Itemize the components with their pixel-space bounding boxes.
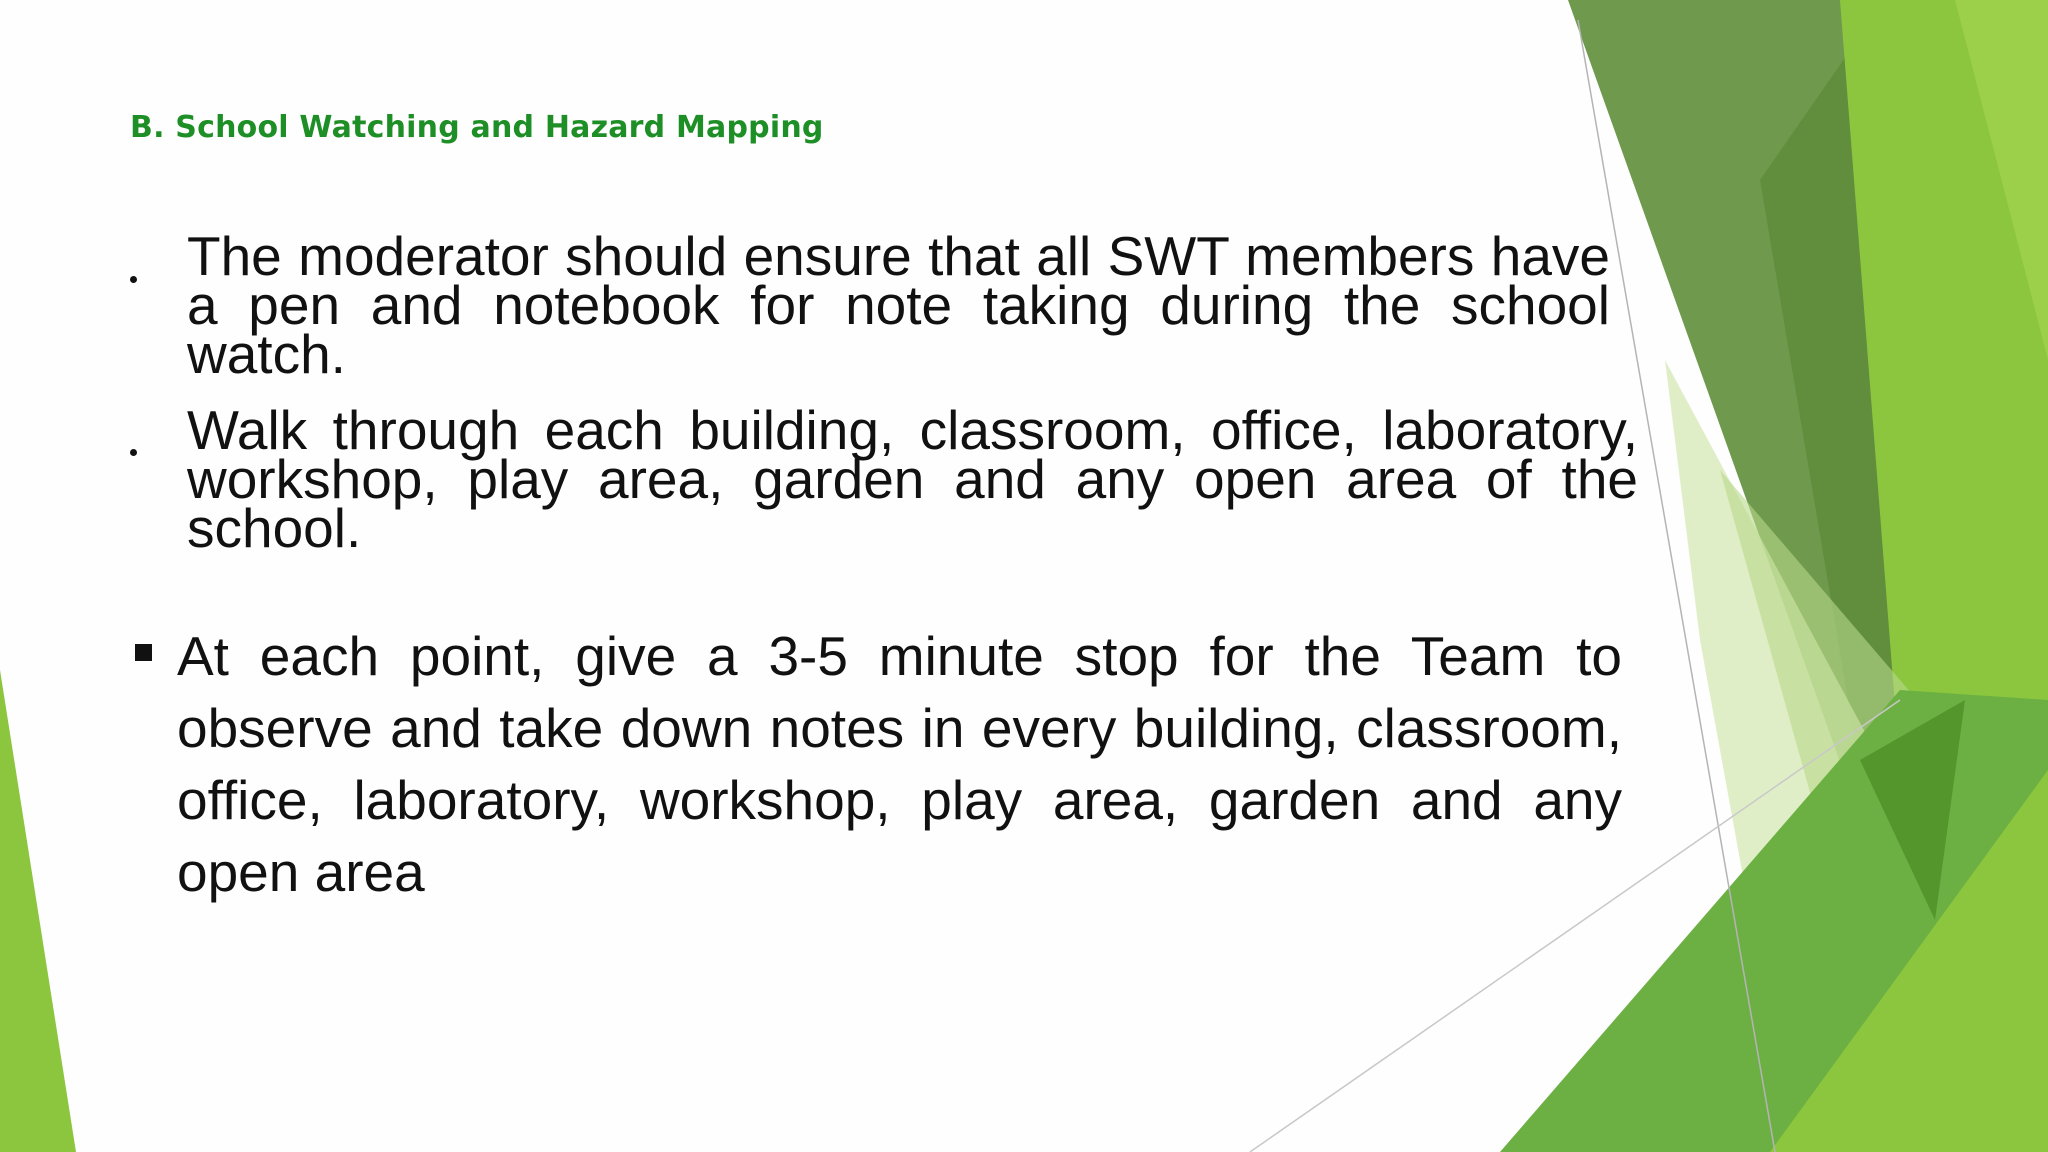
bullet-dot-icon xyxy=(130,449,137,456)
bullet-item xyxy=(187,399,1638,559)
bullet-item xyxy=(177,620,1622,908)
bullet-item xyxy=(187,225,1610,385)
bullet-dot-icon xyxy=(130,276,137,283)
bullet-text: The moderator should ensure that all SWT members have a pen and notebook for note taking during the school watch. xyxy=(187,225,1610,385)
slide-title: B. School Watching and Hazard Mapping xyxy=(130,110,824,145)
bullet-text: Walk through each building, classroom, office, laboratory, workshop, play area, garden and any open area of the school. xyxy=(187,399,1638,559)
bullet-text: At each point, give a 3-5 minute stop for the Team to observe and take down notes in every building, classroom, office, laboratory, workshop, play area, garden and any open area xyxy=(177,625,1622,903)
left-green-sliver xyxy=(0,670,76,1152)
bullet-square-icon xyxy=(135,644,152,661)
